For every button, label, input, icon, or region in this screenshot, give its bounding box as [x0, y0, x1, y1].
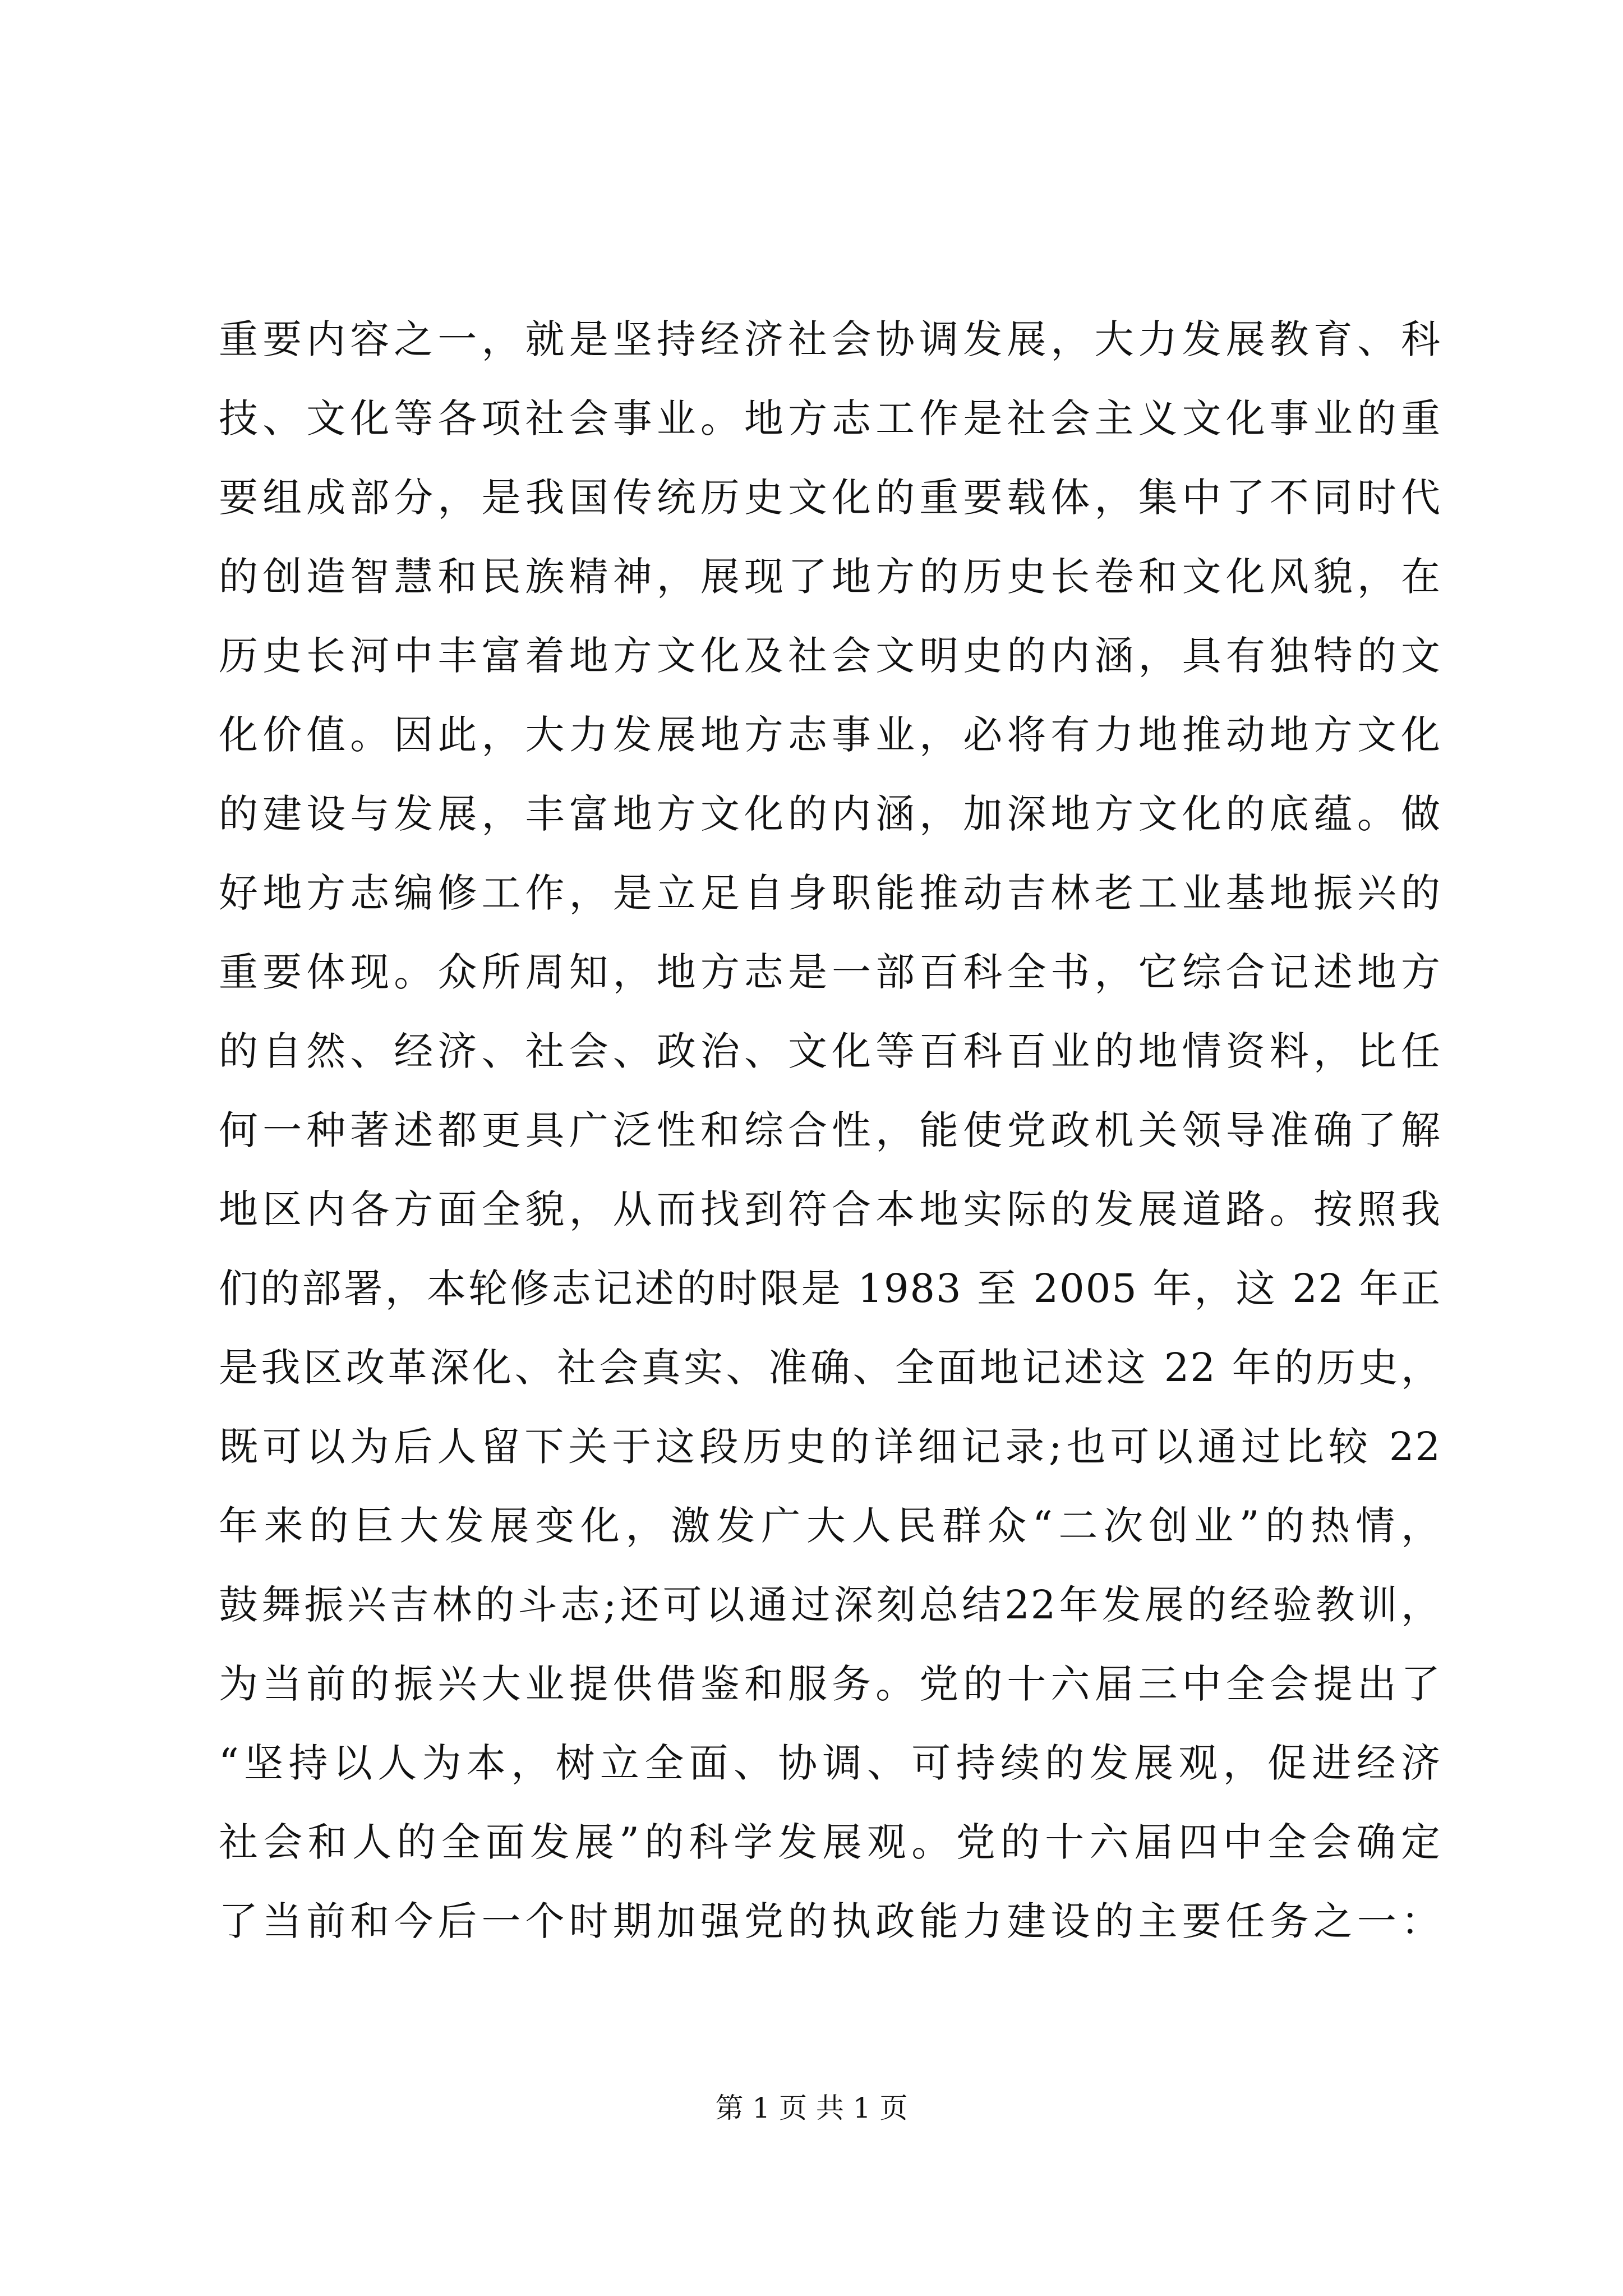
text-line: 鼓舞振兴吉林的斗志;还可以通过深刻总结22年发展的经验教训，: [219, 1582, 1441, 1628]
text-line: 化价值。因此，大力发展地方志事业，必将有力地推动地方文化: [219, 712, 1441, 758]
text-line: 何一种著述都更具广泛性和综合性，能使党政机关领导准确了解: [219, 1107, 1441, 1153]
text-line: 社会和人的全面发展”的科学发展观。党的十六届四中全会确定: [219, 1819, 1441, 1865]
text-line: 的建设与发展，丰富地方文化的内涵，加深地方文化的底蕴。做: [219, 791, 1441, 837]
text-line: 了当前和今后一个时期加强党的执政能力建设的主要任务之一：: [219, 1898, 1441, 1944]
text-line: 的自然、经济、社会、政治、文化等百科百业的地情资料，比任: [219, 1028, 1441, 1074]
text-line: 历史长河中丰富着地方文化及社会文明史的内涵，具有独特的文: [219, 633, 1441, 679]
page-footer: [0, 2091, 1623, 2125]
text-line: 们的部署，本轮修志记述的时限是 1983 至 2005 年，这 22 年正: [219, 1266, 1441, 1312]
page-number-label: 第 1 页 共 1 页: [715, 2092, 908, 2124]
text-line: 重要内容之一，就是坚持经济社会协调发展，大力发展教育、科: [219, 316, 1441, 362]
text-line: 好地方志编修工作，是立足自身职能推动吉林老工业基地振兴的: [219, 870, 1441, 916]
text-line: 是我区改革深化、社会真实、准确、全面地记述这 22 年的历史，: [219, 1345, 1441, 1391]
text-line: 既可以为后人留下关于这段历史的详细记录;也可以通过比较 22: [219, 1424, 1441, 1470]
text-line: 地区内各方面全貌，从而找到符合本地实际的发展道路。按照我: [219, 1186, 1441, 1232]
text-line: 重要体现。众所周知，地方志是一部百科全书，它综合记述地方: [219, 949, 1441, 995]
text-line: 要组成部分，是我国传统历史文化的重要载体，集中了不同时代: [219, 475, 1441, 521]
text-line: 的创造智慧和民族精神，展现了地方的历史长卷和文化风貌，在: [219, 554, 1441, 600]
text-line: 技、文化等各项社会事业。地方志工作是社会主义文化事业的重: [219, 395, 1441, 441]
text-line: 年来的巨大发展变化，激发广大人民群众“二次创业”的热情，: [219, 1503, 1441, 1549]
body-text: [219, 300, 1441, 1961]
text-line: “坚持以人为本，树立全面、协调、可持续的发展观，促进经济: [219, 1740, 1441, 1786]
text-line: 为当前的振兴大业提供借鉴和服务。党的十六届三中全会提出了: [219, 1661, 1441, 1707]
